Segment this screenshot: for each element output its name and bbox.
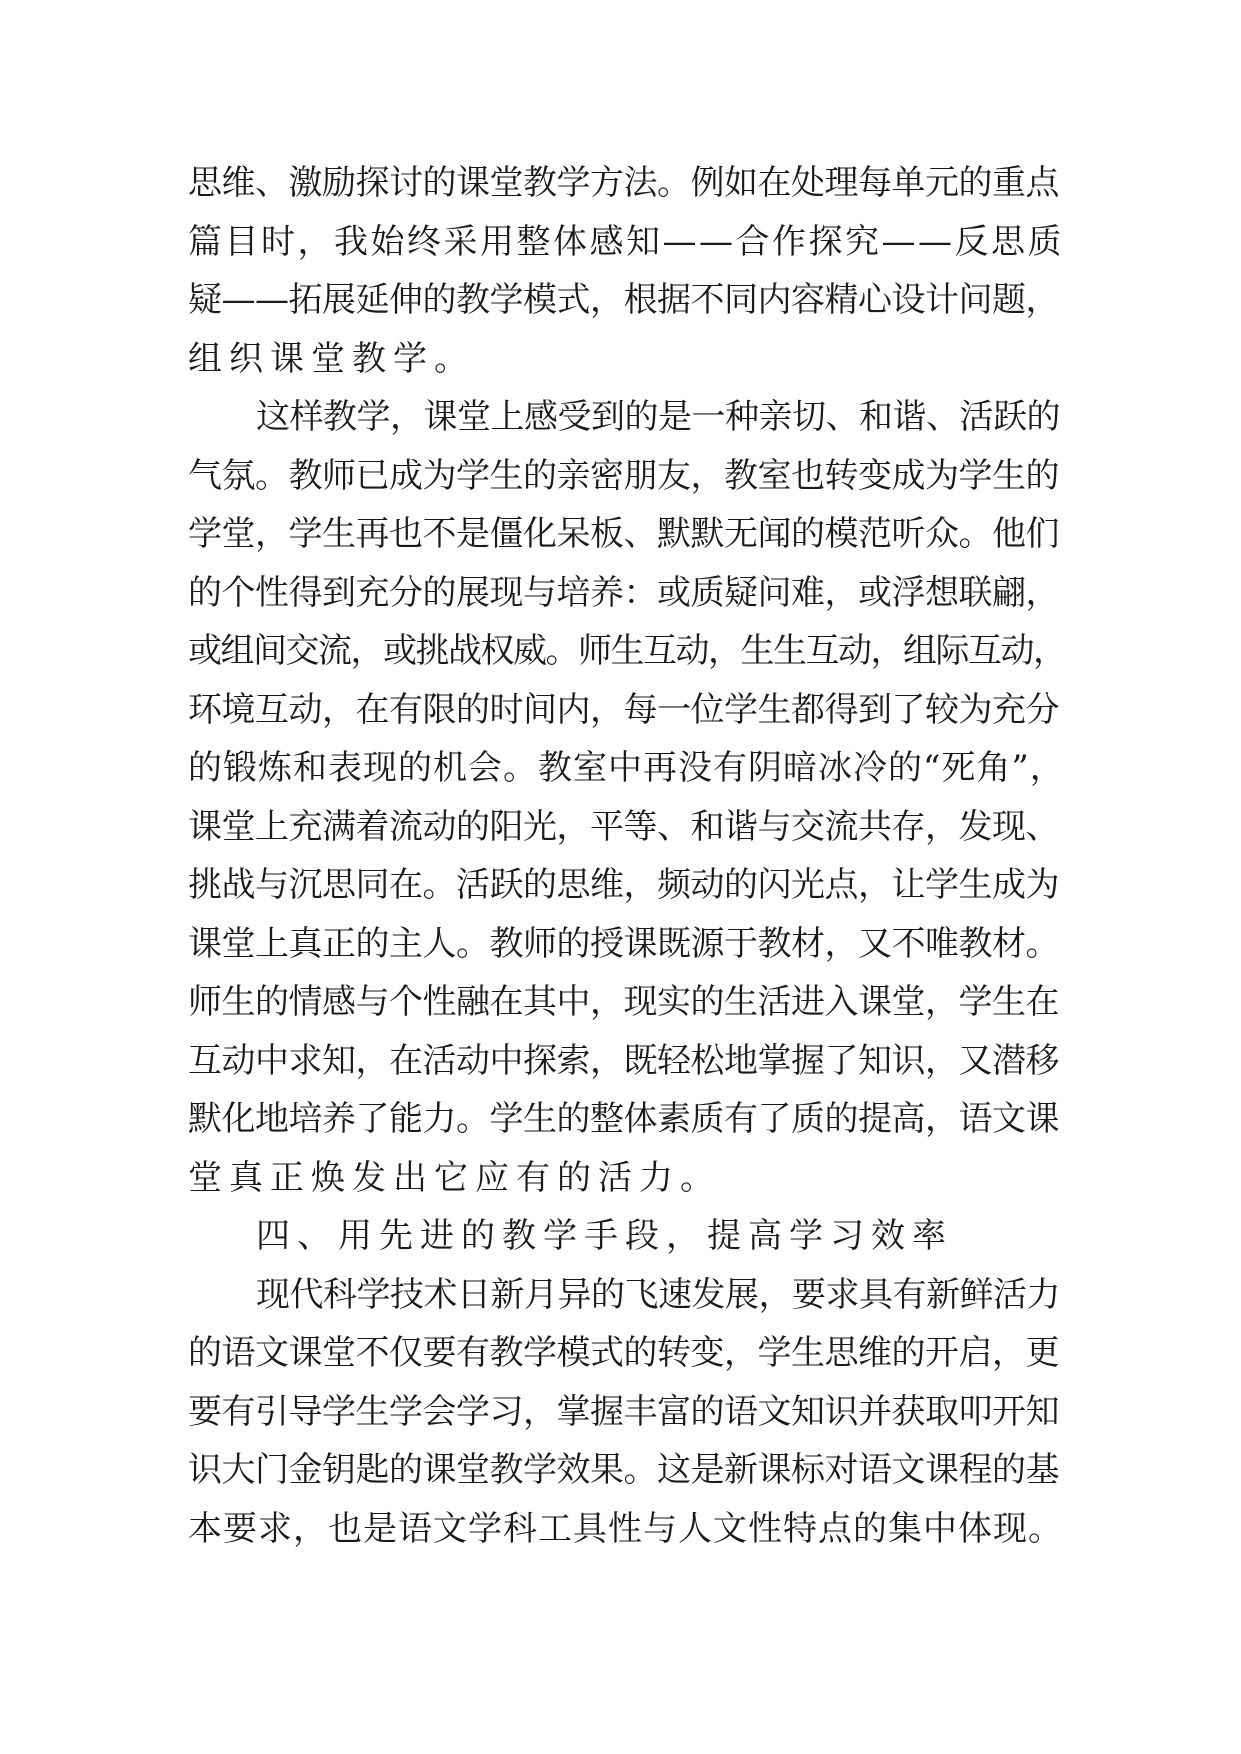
section-heading	[188, 1207, 1068, 1266]
text-line: 课堂上充满着流动的阳光，平等、和谐与交流共存，发现、	[188, 806, 1059, 847]
body-paragraph	[188, 388, 1068, 1207]
text-line: 思维、激励探讨的课堂教学方法。例如在处理每单元的重点	[188, 163, 1059, 203]
text-line: 组织课堂教学。	[188, 338, 475, 379]
text-line: 环境互动，在有限的时间内，每一位学生都得到了较为充分	[188, 689, 1059, 730]
text-line: 篇目时，我始终采用整体感知——合作探究——反思质	[188, 221, 1064, 262]
document-body	[188, 154, 1068, 1558]
body-paragraph	[188, 1266, 1068, 1559]
text-line: 课堂上真正的主人。教师的授课既源于教材，又不唯教材。	[188, 923, 1059, 964]
body-paragraph	[188, 154, 1068, 388]
text-line: 的个性得到充分的展现与培养：或质疑问难，或浮想联翩，	[188, 572, 1059, 613]
text-line: 默化地培养了能力。学生的整体素质有了质的提高，语文课	[188, 1099, 1059, 1139]
text-line: 识大门金钥匙的课堂教学效果。这是新课标对语文课程的基	[188, 1450, 1059, 1490]
text-line: 气氛。教师已成为学生的亲密朋友，教室也转变成为学生的	[188, 455, 1059, 496]
text-line: 这样教学，课堂上感受到的是一种亲切、和谐、活跃的	[256, 397, 1060, 437]
text-line: 或组间交流，或挑战权威。师生互动，生生互动，组际互动，	[188, 631, 1066, 671]
text-line: 挑战与沉思同在。活跃的思维，频动的闪光点，让学生成为	[188, 865, 1059, 905]
text-line: 堂真正焕发出它应有的活力。	[188, 1157, 721, 1198]
text-line: 的语文课堂不仅要有教学模式的转变，学生思维的开启，更	[188, 1333, 1059, 1373]
text-line: 学堂，学生再也不是僵化呆板、默默无闻的模范听众。他们	[188, 514, 1059, 554]
text-line: 现代科学技术日新月异的飞速发展，要求具有新鲜活力	[256, 1274, 1060, 1315]
text-line: 四、用先进的教学手段，提高学习效率	[256, 1216, 953, 1256]
text-line: 疑——拓展延伸的教学模式，根据不同内容精心设计问题，	[188, 280, 1059, 320]
text-line: 师生的情感与个性融在其中，现实的生活进入课堂，学生在	[188, 982, 1059, 1022]
text-line: 要有引导学生学会学习，掌握丰富的语文知识并获取叩开知	[188, 1391, 1059, 1432]
text-line: 的锻炼和表现的机会。教室中再没有阴暗冰冷的“死角”，	[188, 748, 1065, 788]
text-line: 互动中求知，在活动中探索，既轻松地掌握了知识，又潜移	[188, 1040, 1059, 1081]
text-line: 本要求，也是语文学科工具性与人文性特点的集中体现。	[188, 1508, 1063, 1549]
